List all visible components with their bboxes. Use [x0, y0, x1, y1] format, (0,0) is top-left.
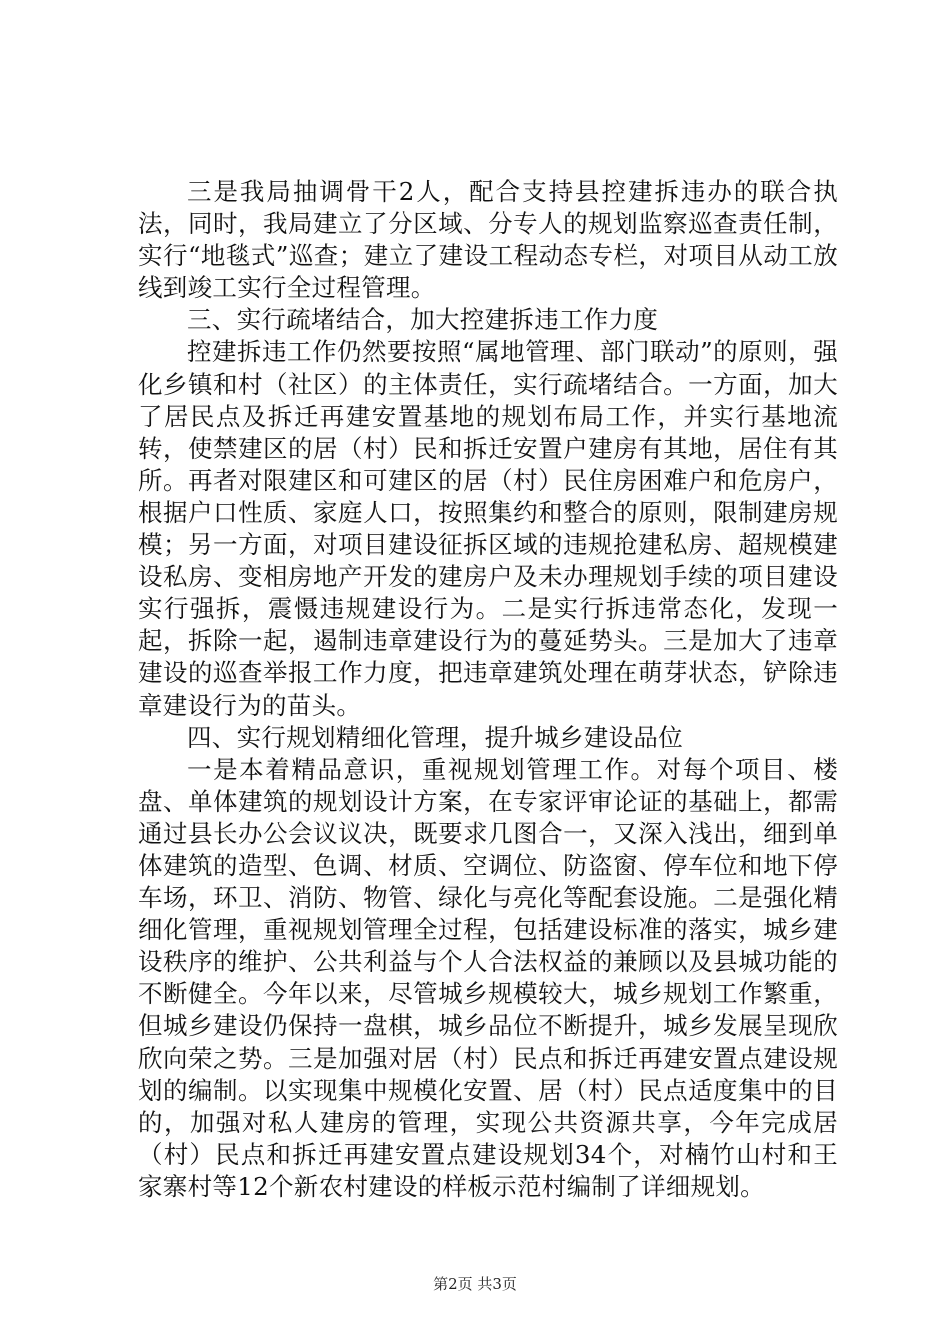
section-heading-3: 三、实行疏堵结合，加大控建拆违工作力度 — [187, 305, 659, 335]
page-number: 第2页 共3页 — [433, 1275, 517, 1293]
page-footer — [0, 1273, 950, 1294]
paragraph-enforcement: 三是我局抽调骨干2人，配合支持县控建拆违办的联合执法，同时，我局建立了分区域、分专人的规划监察巡查责任制，实行“地毯式”巡查；建立了建设工程动态专栏，对项目从动工放线到竣工实行全过程管理。 — [138, 177, 838, 303]
section-heading-4: 四、实行规划精细化管理，提升城乡建设品位 — [187, 722, 683, 752]
document-body — [138, 176, 838, 1203]
paragraph-control-demolition: 控建拆违工作仍然要按照“属地管理、部门联动”的原则，强化乡镇和村（社区）的主体责任，实行疏堵结合。一方面，加大了居民点及拆迁再建安置基地的规划布局工作，并实行基地流转，使禁建区的居（村）民和拆迁安置户建房有其地，居住有其所。再者对限建区和可建区的居（村）民住房困难户和危房户，根据户口性质、家庭人口，按照集约和整合的原则，限制建房规模；另一方面，对项目建设征拆区域的违规抢建私房、超规模建设私房、变相房地产开发的建房户及未办理规划手续的项目建设实行强拆，震慑违规建设行为。二是实行拆违常态化，发现一起，拆除一起，遏制违章建设行为的蔓延势头。三是加大了违章建设的巡查举报工作力度，把违章建筑处理在萌芽状态，铲除违章建设行为的苗头。 — [138, 337, 838, 720]
paragraph-refined-planning: 一是本着精品意识，重视规划管理工作。对每个项目、楼盘、单体建筑的规划设计方案，在专家评审论证的基础上，都需通过县长办公会议议决，既要求几图合一，又深入浅出，细到单体建筑的造型、色调、材质、空调位、防盗窗、停车位和地下停车场，环卫、消防、物管、绿化与亮化等配套设施。二是强化精细化管理，重视规划管理全过程，包括建设标准的落实，城乡建设秩序的维护、公共利益与个人合法权益的兼顾以及县城功能的不断健全。今年以来，尽管城乡规模较大，城乡规划工作繁重，但城乡建设仍保持一盘棋，城乡品位不断提升，城乡发展呈现欣欣向荣之势。三是加强对居（村）民点和拆迁再建安置点建设规划的编制。以实现集中规模化安置、居（村）民点适度集中的目的，加强对私人建房的管理，实现公共资源共享，今年完成居（村）民点和拆迁再建安置点建设规划34个，对楠竹山村和王家寨村等12个新农村建设的样板示范村编制了详细规划。 — [138, 754, 838, 1201]
